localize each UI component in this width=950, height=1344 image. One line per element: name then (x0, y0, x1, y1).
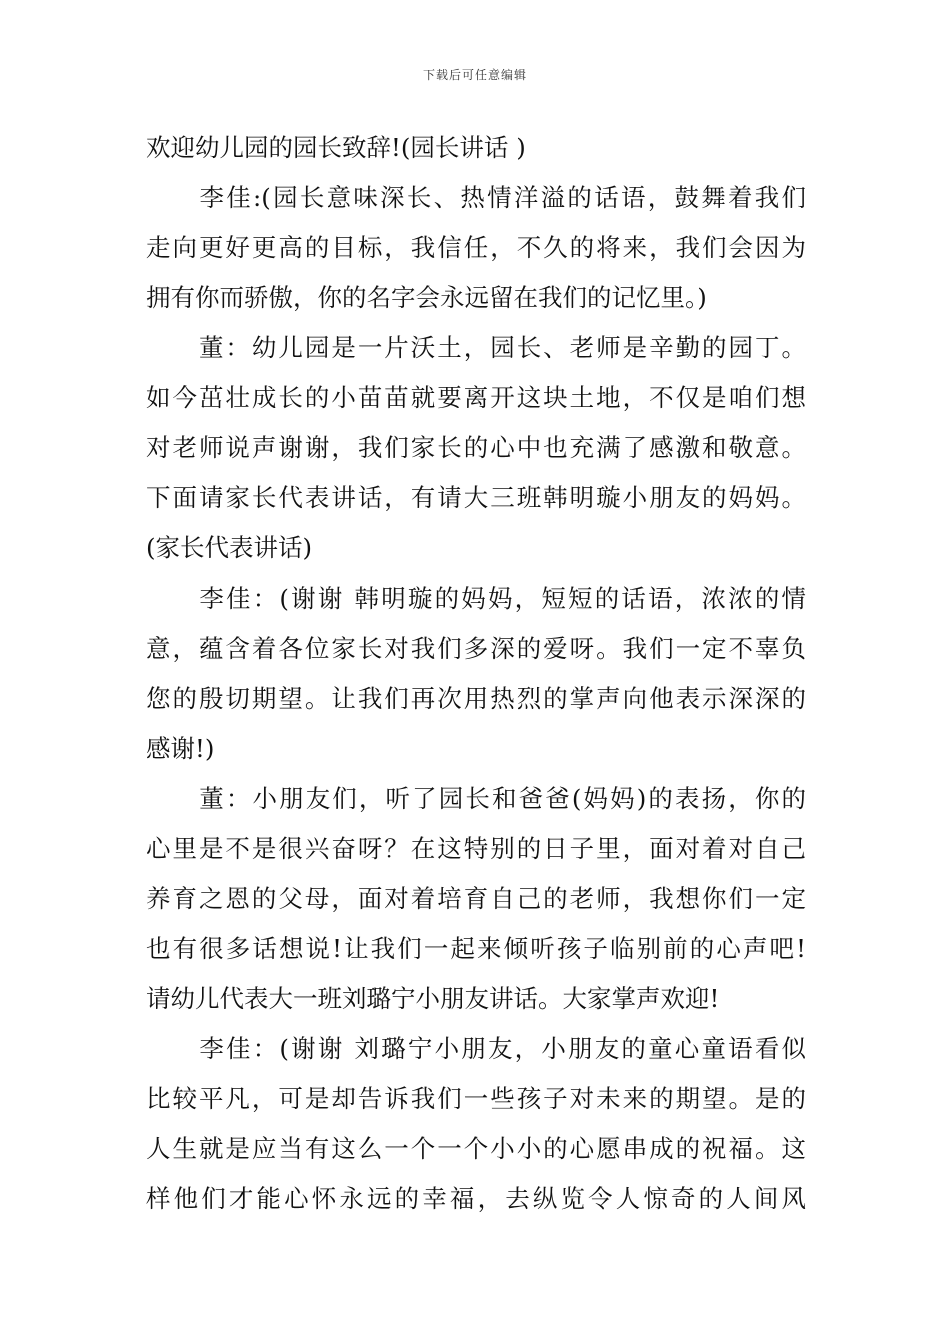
text-line: 李佳:(园长意味深长、热情洋溢的话语，鼓舞着我们 (146, 183, 806, 212)
text-line: 请幼儿代表大一班刘璐宁小朋友讲话。大家掌声欢迎! (146, 984, 720, 1013)
text-line: 董：小朋友们，听了园长和爸爸(妈妈)的表扬，你的 (146, 784, 806, 813)
text-line: 对老师说声谢谢，我们家长的心中也充满了感激和敬意。 (146, 433, 806, 462)
text-line: 走向更好更高的目标，我信任，不久的将来，我们会因为 (146, 233, 806, 262)
text-line: 意，蕴含着各位家长对我们多深的爱呀。我们一定不辜负 (146, 634, 806, 663)
text-line: 拥有你而骄傲，你的名字会永远留在我们的记忆里。) (146, 283, 707, 312)
text-line: 董：幼儿园是一片沃土，园长、老师是辛勤的园丁。 (146, 333, 806, 362)
text-line: 您的殷切期望。让我们再次用热烈的掌声向他表示深深的 (146, 684, 806, 713)
text-line: 李佳：(谢谢 韩明璇的妈妈，短短的话语，浓浓的情 (146, 584, 806, 613)
text-line: 比较平凡，可是却告诉我们一些孩子对未来的期望。是的 (146, 1084, 806, 1113)
text-line: 人生就是应当有这么一个一个小小的心愿串成的祝福。这 (146, 1134, 806, 1163)
text-line: 感谢!) (146, 734, 215, 763)
text-line: 李佳：(谢谢 刘璐宁小朋友，小朋友的童心童语看似 (146, 1034, 806, 1063)
text-line: 心里是不是很兴奋呀？在这特别的日子里，面对着对自己 (146, 834, 806, 863)
text-line: 如今茁壮成长的小苗苗就要离开这块土地，不仅是咱们想 (146, 383, 806, 412)
text-line: 欢迎幼儿园的园长致辞!(园长讲话 ) (146, 133, 526, 162)
text-line: 也有很多话想说!让我们一起来倾听孩子临别前的心声吧! (146, 934, 806, 963)
text-line: 下面请家长代表讲话，有请大三班韩明璇小朋友的妈妈。 (146, 483, 806, 512)
page-header: 下载后可任意编辑 (422, 68, 527, 82)
text-line: 养育之恩的父母，面对着培育自己的老师，我想你们一定 (146, 884, 806, 913)
text-line: 样他们才能心怀永远的幸福，去纵览令人惊奇的人间风 (146, 1184, 806, 1213)
text-line: (家长代表讲话) (146, 533, 313, 562)
